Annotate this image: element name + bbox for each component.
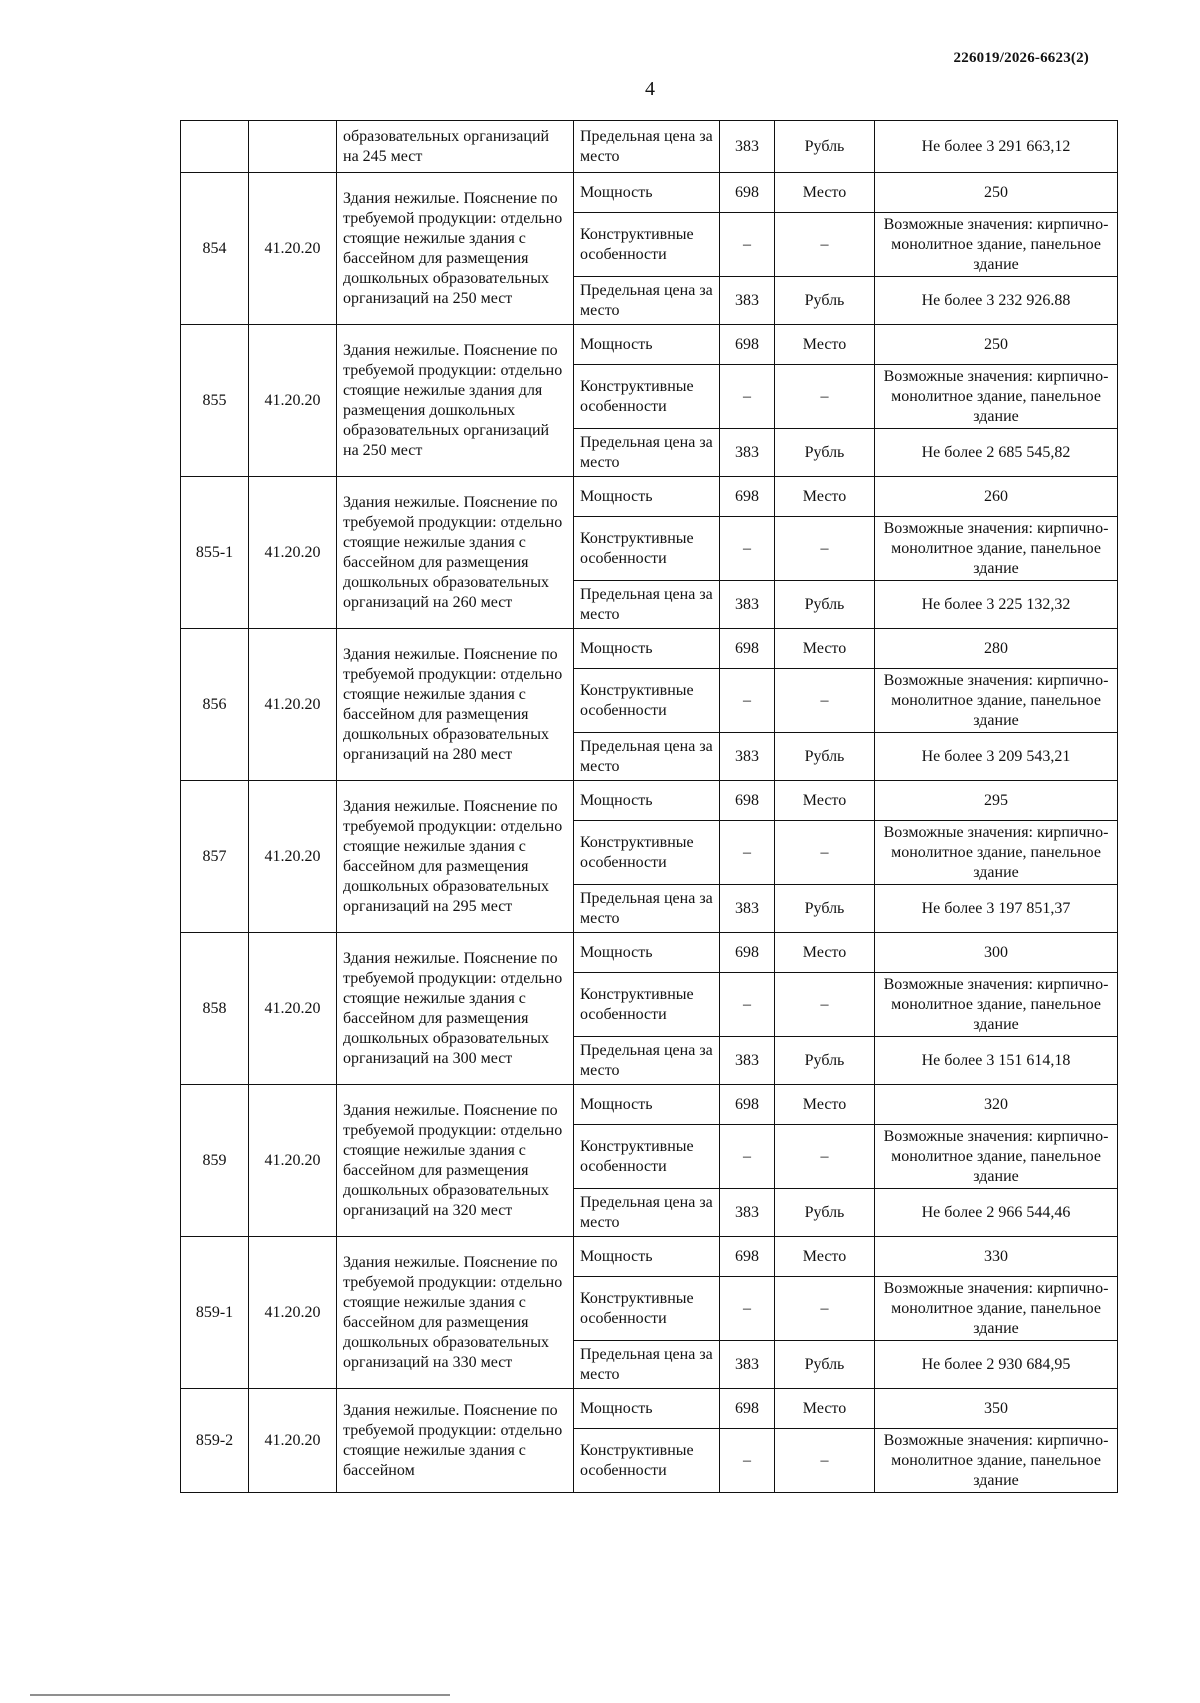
cell-unit: –	[775, 821, 875, 885]
specification-table	[180, 120, 1118, 1493]
cell-param-code: –	[720, 517, 775, 581]
cell-description: Здания нежилые. Пояснение по требуемой продукции: отдельно стоящие нежилые здания с бассейном для размещения дошкольных образовательных организаций на 300 мест	[337, 933, 574, 1085]
cell-param-code: 698	[720, 173, 775, 213]
cell-param-name: Мощность	[574, 1237, 720, 1277]
cell-value: 300	[875, 933, 1118, 973]
cell-number: 857	[181, 781, 249, 933]
cell-value: Не более 2 966 544,46	[875, 1189, 1118, 1237]
cell-value: 320	[875, 1085, 1118, 1125]
cell-param-code: 383	[720, 121, 775, 173]
cell-param-code: 383	[720, 277, 775, 325]
cell-description: Здания нежилые. Пояснение по требуемой продукции: отдельно стоящие нежилые здания с бассейном для размещения дошкольных образовательных организаций на 330 мест	[337, 1237, 574, 1389]
cell-param-name: Предельная цена за место	[574, 581, 720, 629]
cell-param-name: Конструктивные особенности	[574, 1277, 720, 1341]
cell-param-code: 383	[720, 885, 775, 933]
cell-param-code: –	[720, 821, 775, 885]
cell-code: 41.20.20	[249, 1237, 337, 1389]
cell-value: 295	[875, 781, 1118, 821]
cell-unit: Рубль	[775, 277, 875, 325]
cell-value: 330	[875, 1237, 1118, 1277]
cell-value: 260	[875, 477, 1118, 517]
page-number: 4	[645, 78, 655, 100]
cell-unit: Место	[775, 477, 875, 517]
cell-unit: –	[775, 669, 875, 733]
cell-unit: Рубль	[775, 1037, 875, 1085]
cell-unit: Место	[775, 781, 875, 821]
cell-param-code: 383	[720, 1037, 775, 1085]
cell-param-code: 383	[720, 581, 775, 629]
cell-param-name: Конструктивные особенности	[574, 365, 720, 429]
cell-number: 856	[181, 629, 249, 781]
table-row	[181, 629, 1118, 669]
cell-unit: Место	[775, 1237, 875, 1277]
document-number: 226019/2026-6623(2)	[953, 50, 1089, 66]
cell-code: 41.20.20	[249, 1389, 337, 1493]
table-row	[181, 477, 1118, 517]
cell-unit: Место	[775, 629, 875, 669]
cell-param-name: Мощность	[574, 1085, 720, 1125]
cell-code: 41.20.20	[249, 1085, 337, 1237]
cell-value: Не более 3 209 543,21	[875, 733, 1118, 781]
cell-param-code: 383	[720, 1189, 775, 1237]
cell-param-code: –	[720, 1125, 775, 1189]
cell-value: 350	[875, 1389, 1118, 1429]
cell-unit: Рубль	[775, 1189, 875, 1237]
cell-value: Возможные значения: кирпично-монолитное здание, панельное здание	[875, 365, 1118, 429]
table-row	[181, 1085, 1118, 1125]
cell-param-name: Конструктивные особенности	[574, 1429, 720, 1493]
cell-param-name: Мощность	[574, 325, 720, 365]
cell-number: 855-1	[181, 477, 249, 629]
cell-param-code: –	[720, 365, 775, 429]
cell-param-name: Мощность	[574, 477, 720, 517]
cell-unit: Место	[775, 933, 875, 973]
cell-param-name: Предельная цена за место	[574, 429, 720, 477]
cell-unit: –	[775, 1125, 875, 1189]
cell-param-code: 698	[720, 629, 775, 669]
cell-value: 250	[875, 325, 1118, 365]
cell-unit: Рубль	[775, 581, 875, 629]
cell-number: 859-1	[181, 1237, 249, 1389]
cell-unit: Место	[775, 173, 875, 213]
cell-number: 854	[181, 173, 249, 325]
cell-param-name: Конструктивные особенности	[574, 1125, 720, 1189]
cell-unit: –	[775, 365, 875, 429]
cell-description: Здания нежилые. Пояснение по требуемой продукции: отдельно стоящие нежилые здания с бассейном для размещения дошкольных образовательных организаций на 260 мест	[337, 477, 574, 629]
cell-param-code: –	[720, 973, 775, 1037]
cell-param-name: Предельная цена за место	[574, 121, 720, 173]
cell-code	[249, 121, 337, 173]
scan-artifact-line	[30, 1694, 450, 1696]
cell-value: Не более 3 197 851,37	[875, 885, 1118, 933]
cell-unit: –	[775, 517, 875, 581]
cell-param-code: –	[720, 213, 775, 277]
cell-number: 858	[181, 933, 249, 1085]
table-row	[181, 1389, 1118, 1429]
cell-param-name: Мощность	[574, 781, 720, 821]
cell-number: 859	[181, 1085, 249, 1237]
cell-unit: Рубль	[775, 1341, 875, 1389]
cell-param-code: –	[720, 1277, 775, 1341]
cell-param-code: 383	[720, 1341, 775, 1389]
cell-param-code: 698	[720, 781, 775, 821]
cell-description: образовательных организаций на 245 мест	[337, 121, 574, 173]
cell-description: Здания нежилые. Пояснение по требуемой продукции: отдельно стоящие нежилые здания для размещения дошкольных образовательных организаций на 250 мест	[337, 325, 574, 477]
cell-description: Здания нежилые. Пояснение по требуемой продукции: отдельно стоящие нежилые здания с бассейном для размещения дошкольных образовательных организаций на 250 мест	[337, 173, 574, 325]
table-row	[181, 1237, 1118, 1277]
cell-number: 855	[181, 325, 249, 477]
cell-param-name: Мощность	[574, 1389, 720, 1429]
cell-param-name: Предельная цена за место	[574, 1341, 720, 1389]
cell-code: 41.20.20	[249, 173, 337, 325]
table-row	[181, 933, 1118, 973]
cell-param-code: 698	[720, 933, 775, 973]
cell-param-code: 698	[720, 477, 775, 517]
table-row	[181, 173, 1118, 213]
cell-value: 250	[875, 173, 1118, 213]
cell-value: Возможные значения: кирпично-монолитное здание, панельное здание	[875, 517, 1118, 581]
cell-unit: Рубль	[775, 733, 875, 781]
cell-code: 41.20.20	[249, 325, 337, 477]
cell-value: Возможные значения: кирпично-монолитное здание, панельное здание	[875, 1125, 1118, 1189]
cell-code: 41.20.20	[249, 933, 337, 1085]
cell-param-name: Конструктивные особенности	[574, 213, 720, 277]
cell-param-name: Предельная цена за место	[574, 885, 720, 933]
cell-unit: Место	[775, 1085, 875, 1125]
cell-code: 41.20.20	[249, 781, 337, 933]
cell-value: Не более 2 685 545,82	[875, 429, 1118, 477]
cell-unit: Место	[775, 1389, 875, 1429]
cell-unit: Рубль	[775, 885, 875, 933]
cell-param-name: Предельная цена за место	[574, 1037, 720, 1085]
cell-param-name: Мощность	[574, 933, 720, 973]
cell-param-code: 698	[720, 1237, 775, 1277]
cell-unit: –	[775, 1429, 875, 1493]
cell-value: 280	[875, 629, 1118, 669]
cell-param-code: 383	[720, 733, 775, 781]
cell-param-code: 698	[720, 1085, 775, 1125]
cell-description: Здания нежилые. Пояснение по требуемой продукции: отдельно стоящие нежилые здания с бассейном	[337, 1389, 574, 1493]
cell-value: Возможные значения: кирпично-монолитное здание, панельное здание	[875, 669, 1118, 733]
table-row	[181, 325, 1118, 365]
cell-code: 41.20.20	[249, 477, 337, 629]
cell-unit: –	[775, 973, 875, 1037]
cell-description: Здания нежилые. Пояснение по требуемой продукции: отдельно стоящие нежилые здания с бассейном для размещения дошкольных образовательных организаций на 320 мест	[337, 1085, 574, 1237]
cell-param-name: Мощность	[574, 173, 720, 213]
cell-value: Не более 3 151 614,18	[875, 1037, 1118, 1085]
cell-unit: Рубль	[775, 121, 875, 173]
cell-code: 41.20.20	[249, 629, 337, 781]
cell-unit: Рубль	[775, 429, 875, 477]
cell-param-code: –	[720, 1429, 775, 1493]
cell-number	[181, 121, 249, 173]
cell-param-name: Конструктивные особенности	[574, 669, 720, 733]
cell-param-name: Предельная цена за место	[574, 1189, 720, 1237]
cell-param-name: Предельная цена за место	[574, 277, 720, 325]
cell-param-code: 383	[720, 429, 775, 477]
cell-description: Здания нежилые. Пояснение по требуемой продукции: отдельно стоящие нежилые здания с бассейном для размещения дошкольных образовательных организаций на 280 мест	[337, 629, 574, 781]
cell-param-code: –	[720, 669, 775, 733]
cell-value: Возможные значения: кирпично-монолитное здание, панельное здание	[875, 1277, 1118, 1341]
cell-param-name: Конструктивные особенности	[574, 821, 720, 885]
table-row	[181, 781, 1118, 821]
cell-unit: –	[775, 1277, 875, 1341]
table-row-continuation	[181, 121, 1118, 173]
cell-param-name: Предельная цена за место	[574, 733, 720, 781]
cell-unit: Место	[775, 325, 875, 365]
cell-value: Не более 3 232 926.88	[875, 277, 1118, 325]
cell-param-name: Конструктивные особенности	[574, 517, 720, 581]
cell-value: Не более 3 291 663,12	[875, 121, 1118, 173]
cell-value: Не более 2 930 684,95	[875, 1341, 1118, 1389]
cell-param-name: Конструктивные особенности	[574, 973, 720, 1037]
cell-value: Возможные значения: кирпично-монолитное здание, панельное здание	[875, 213, 1118, 277]
cell-description: Здания нежилые. Пояснение по требуемой продукции: отдельно стоящие нежилые здания с бассейном для размещения дошкольных образовательных организаций на 295 мест	[337, 781, 574, 933]
cell-value: Возможные значения: кирпично-монолитное здание, панельное здание	[875, 821, 1118, 885]
cell-number: 859-2	[181, 1389, 249, 1493]
cell-unit: –	[775, 213, 875, 277]
cell-value: Возможные значения: кирпично-монолитное здание, панельное здание	[875, 973, 1118, 1037]
cell-value: Не более 3 225 132,32	[875, 581, 1118, 629]
cell-param-name: Мощность	[574, 629, 720, 669]
table-body	[181, 121, 1118, 1493]
cell-param-code: 698	[720, 1389, 775, 1429]
cell-value: Возможные значения: кирпично-монолитное здание, панельное здание	[875, 1429, 1118, 1493]
cell-param-code: 698	[720, 325, 775, 365]
